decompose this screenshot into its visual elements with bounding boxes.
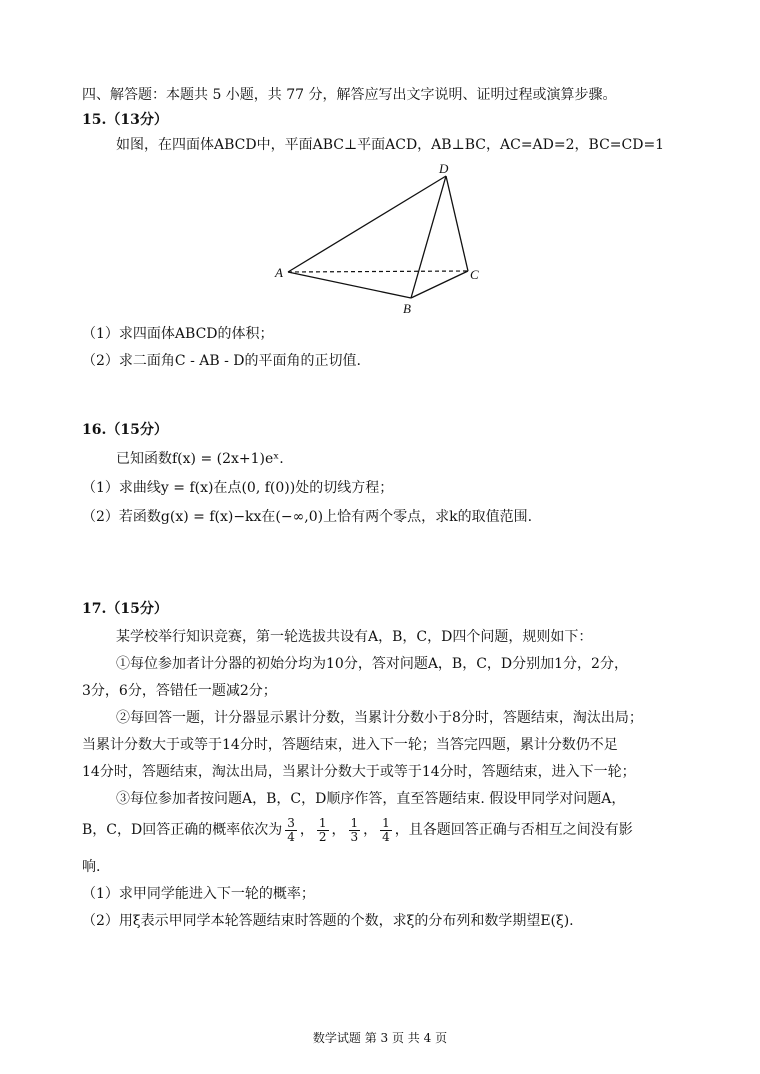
q17-intro: 某学校举行知识竞赛，第一轮选拔共设有A，B，C，D四个问题，规则如下： xyxy=(116,629,593,645)
section-header: 四、解答题：本题共 5 小题，共 77 分，解答应写出文字说明、证明过程或演算步骤。 xyxy=(82,87,617,103)
q17-part1: （1）求甲同学能进入下一轮的概率； xyxy=(82,886,315,902)
label-B: B xyxy=(403,301,411,316)
q17-part2: （2）用ξ表示甲同学本轮答题结束时答题的个数，求ξ的分布列和数学期望E(ξ). xyxy=(82,913,574,929)
edge-DC xyxy=(446,176,468,271)
edge-AB xyxy=(288,272,411,298)
q15-part1: （1）求四面体ABCD的体积； xyxy=(82,326,274,342)
fraction-denominator: 4 xyxy=(382,829,390,844)
fraction-denominator: 2 xyxy=(318,829,327,844)
edge-AC-dashed xyxy=(288,271,468,272)
edge-BC xyxy=(411,271,468,298)
q17-rule2-line1: ②每回答一题，计分器显示累计分数，当累计分数小于8分时，答题结束，淘汰出局； xyxy=(116,710,643,726)
q16-part1: （1）求曲线y = f(x)在点(0, f(0))处的切线方程； xyxy=(82,480,394,496)
q15-number: 15.（13分） xyxy=(82,112,168,128)
probability-fraction-b xyxy=(317,817,329,844)
fraction-numerator: 1 xyxy=(318,815,327,830)
q15-part2: （2）求二面角C - AB - D的平面角的正切值. xyxy=(82,353,361,369)
probability-fraction-c xyxy=(349,817,361,844)
fraction-numerator: 1 xyxy=(350,815,359,830)
label-D: D xyxy=(439,161,449,176)
q17-rule3-line2: B，C，D回答正确的概率依次为 $\frac{3}{4}$ ， $\frac{1}{2}$ ， $\frac{1}{3}$ ， $\frac{1}{4}$ ，且各题回答正确与否相互之间没有影 xyxy=(82,815,633,844)
q17-rule1-line1: ①每位参加者计分器的初始分均为10分，答对问题A，B，C，D分别加1分，2分， xyxy=(116,656,628,672)
q17-rule3-line3: 响. xyxy=(82,859,101,875)
q16-part2: （2）若函数g(x) = f(x)−kx在(−∞,0)上恰有两个零点，求k的取值范围. xyxy=(82,509,533,525)
q17-rule3-line2-suffix: ，且各题回答正确与否相互之间没有影 xyxy=(394,822,633,838)
q17-rule1-line2: 3分，6分，答错任一题减2分； xyxy=(82,683,277,699)
q17-rule3-line2-prefix: B，C，D回答正确的概率依次为 xyxy=(82,822,283,838)
tetrahedron-figure xyxy=(270,158,500,318)
fraction-numerator: 1 xyxy=(382,815,390,830)
page-footer: 数学试题 第 3 页 共 4 页 xyxy=(312,1031,448,1045)
fraction-denominator: 4 xyxy=(287,829,295,844)
q17-rule2-line3: 14分时，答题结束，淘汰出局，当累计分数大于或等于14分时，答题结束，进入下一轮； xyxy=(82,764,636,780)
fraction-denominator: 3 xyxy=(350,829,359,844)
q15-stem: 如图，在四面体ABCD中，平面ABC⊥平面ACD，AB⊥BC，AC=AD=2，BC=CD=1 xyxy=(116,137,665,153)
fraction-numerator: 3 xyxy=(287,815,295,830)
probability-fraction-d xyxy=(380,817,392,844)
q17-rule2-line2: 当累计分数大于或等于14分时，答题结束，进入下一轮；当答完四题，累计分数仍不足 xyxy=(82,737,618,753)
probability-fraction-a xyxy=(285,817,297,844)
q16-stem: 已知函数f(x) = (2x+1)eˣ. xyxy=(116,451,284,467)
label-A: A xyxy=(275,265,283,280)
q17-rule3-line1: ③每位参加者按问题A，B，C，D顺序作答，直至答题结束. 假设甲同学对问题A， xyxy=(116,791,626,807)
q16-number: 16.（15分） xyxy=(82,422,168,438)
label-C: C xyxy=(470,267,479,282)
q17-number: 17.（15分） xyxy=(82,601,168,617)
